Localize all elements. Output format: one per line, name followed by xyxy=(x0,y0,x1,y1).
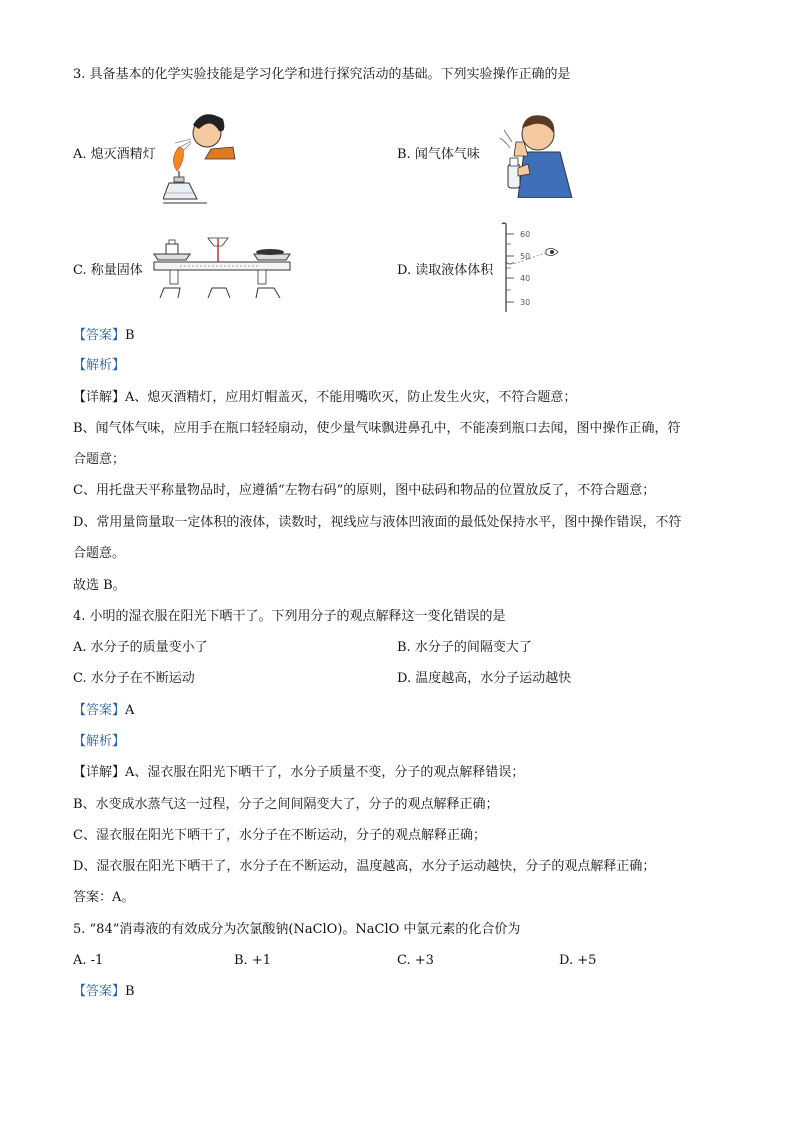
q3-detail-line-2: 合题意； xyxy=(73,452,126,467)
q4-option-a: A. 水分子的质量变小了 xyxy=(73,640,208,655)
q4-detail-line-4: 答案：A。 xyxy=(73,890,135,905)
q3-detail-line-6: 故选 B。 xyxy=(73,578,126,593)
cylinder-mark-30: 30 xyxy=(520,298,531,307)
q5-option-a: A. -1 xyxy=(73,953,104,968)
q3-answer-line xyxy=(73,327,135,345)
q4-detail-line-3: D、湿衣服在阳光下晒干了，水分子在不断运动，温度越高，水分子运动越快，分子的观点解释正确； xyxy=(73,859,656,874)
balance-scale-illustration xyxy=(150,234,294,304)
q3-detail-line-1: B、闻气体气味，应用手在瓶口轻轻扇动，使少量气味飘进鼻孔中，不能凑到瓶口去闻，图中操作正确，符 xyxy=(73,421,681,436)
q4-answer-tag: 【答案】 xyxy=(73,703,126,718)
q5-option-b: B. +1 xyxy=(234,953,271,968)
q4-detail-line-1: B、水变成水蒸气这一过程，分子之间间隔变大了，分子的观点解释正确； xyxy=(73,797,499,812)
cylinder-mark-50: 50 xyxy=(520,252,531,261)
q3-detail-line-5: 合题意。 xyxy=(73,546,126,561)
q5-answer: B xyxy=(125,984,135,999)
q3-answer: B xyxy=(125,328,135,343)
q3-option-a: A. 熄灭酒精灯 xyxy=(73,147,156,162)
q5-option-d: D. +5 xyxy=(559,953,597,968)
q5-stem: 5. “84”消毒液的有效成分为次氯酸钠(NaClO)。NaClO 中氯元素的化合价为 xyxy=(73,922,521,937)
q4-detail-tag: 【详解】 xyxy=(73,765,126,780)
q4-answer: A xyxy=(125,703,135,718)
q3-detail-line-0 xyxy=(73,389,576,407)
q4-option-d: D. 温度越高，水分子运动越快 xyxy=(397,671,572,686)
q4-detail-text-0: A、湿衣服在阳光下晒干了，水分子质量不变，分子的观点解释错误； xyxy=(125,765,525,780)
q4-option-c: C. 水分子在不断运动 xyxy=(73,671,195,686)
alcohol-lamp-blowing-illustration xyxy=(163,103,241,207)
q3-option-c: C. 称量固体 xyxy=(73,263,143,278)
q4-option-b: B. 水分子的间隔变大了 xyxy=(397,640,532,655)
q5-answer-line xyxy=(73,983,135,1001)
q3-detail-line-4: D、常用量筒量取一定体积的液体，读数时，视线应与液体凹液面的最低处保持水平，图中操作错误，不符 xyxy=(73,515,682,530)
q3-stem: 3. 具备基本的化学实验技能是学习化学和进行探究活动的基础。下列实验操作正确的是 xyxy=(73,67,571,82)
cylinder-mark-60: 60 xyxy=(520,230,531,239)
graduated-cylinder-illustration xyxy=(500,222,562,314)
cylinder-mark-40: 40 xyxy=(520,274,531,283)
q3-detail-tag: 【详解】 xyxy=(73,390,126,405)
q5-answer-tag: 【答案】 xyxy=(73,984,126,999)
q3-analysis-tag: 【解析】 xyxy=(73,358,126,373)
q4-detail-line-2: C、湿衣服在阳光下晒干了，水分子在不断运动，分子的观点解释正确； xyxy=(73,828,486,843)
q3-option-b: B. 闻气体气味 xyxy=(397,147,480,162)
q4-detail-line-0 xyxy=(73,764,524,782)
q5-option-c: C. +3 xyxy=(397,953,434,968)
q3-detail-line-3: C、用托盘天平称量物品时，应遵循“左物右码”的原则，图中砝码和物品的位置放反了，不符合题意； xyxy=(73,483,656,498)
q4-stem: 4. 小明的湿衣服在阳光下晒干了。下列用分子的观点解释这一变化错误的是 xyxy=(73,609,506,624)
q3-option-d: D. 读取液体体积 xyxy=(397,263,494,278)
q3-answer-tag: 【答案】 xyxy=(73,328,126,343)
q4-answer-line xyxy=(73,702,134,720)
smell-gas-illustration xyxy=(494,108,576,198)
q4-analysis-tag: 【解析】 xyxy=(73,734,126,749)
q3-detail-text-0: A、熄灭酒精灯，应用灯帽盖灭，不能用嘴吹灭，防止发生火灾，不符合题意； xyxy=(125,390,577,405)
